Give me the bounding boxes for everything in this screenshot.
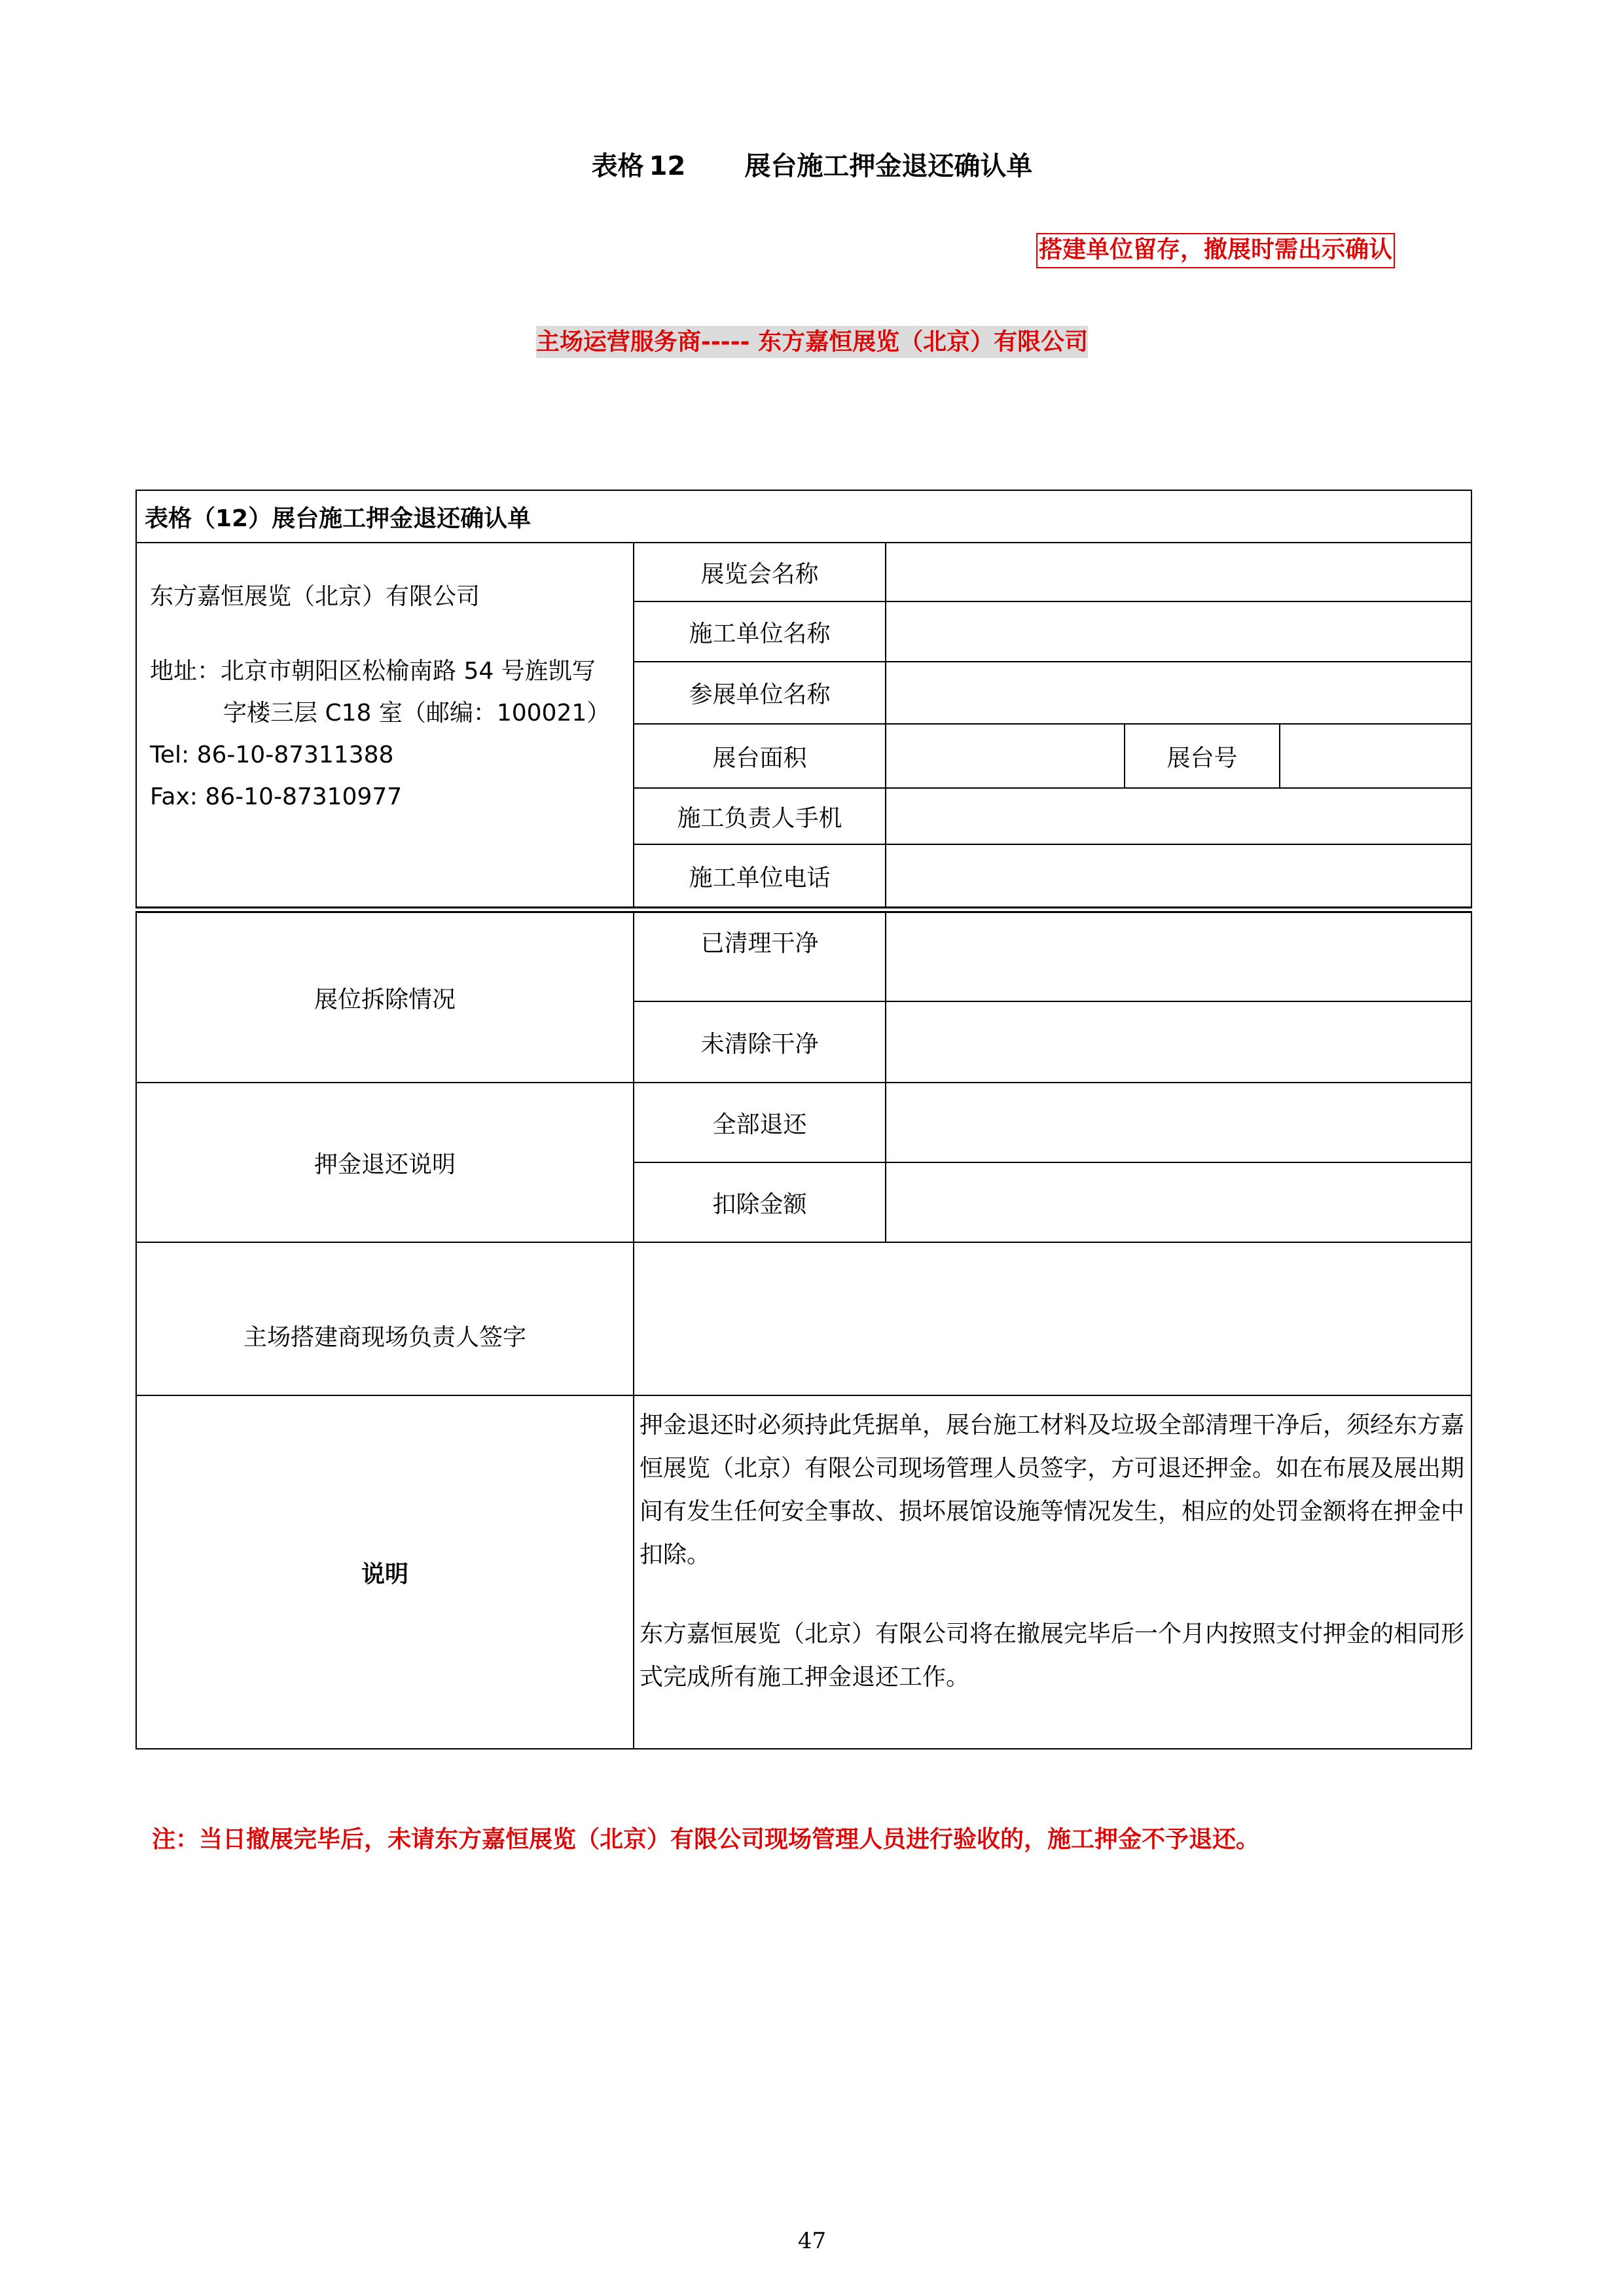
exhibition-name-label: 展览会名称 [634, 543, 886, 601]
booth-no-field[interactable] [1280, 724, 1471, 788]
notes-paragraph-1: 押金退还时必须持此凭据单，展台施工材料及垃圾全部清理干净后，须经东方嘉恒展览（北京）有限公司现场管理人员签字，方可退还押金。如在布展及展出期间有发生任何安全事故、损坏展馆设施等情况发生，相应的处罚金额将在押金中扣除。 [640, 1412, 1465, 1568]
refund-deduct-label: 扣除金额 [634, 1162, 886, 1242]
notes-paragraph-2: 东方嘉恒展览（北京）有限公司将在撤展完毕后一个月内按照支付押金的相同形式完成所有施工押金退还工作。 [640, 1621, 1465, 1691]
company-address-line2: 字楼三层 C18 室（邮编：100021） [223, 700, 611, 726]
booth-area-label: 展台面积 [634, 724, 886, 788]
operator-text: 主场运营服务商----- 东方嘉恒展览（北京）有限公司 [536, 326, 1088, 358]
keep-note-box: 搭建单位留存，撤展时需出示确认 [1036, 233, 1395, 268]
contractor-phone-label: 施工单位电话 [634, 844, 886, 910]
company-info [136, 543, 634, 910]
notes-content [634, 1395, 1471, 1749]
refund-label: 押金退还说明 [136, 1083, 634, 1242]
operator-line [0, 323, 1624, 357]
company-name: 东方嘉恒展览（北京）有限公司 [150, 583, 480, 610]
contractor-name-field[interactable] [886, 601, 1471, 662]
exhibition-name-field[interactable] [886, 543, 1471, 601]
exhibitor-name-label: 参展单位名称 [634, 662, 886, 724]
manager-mobile-field[interactable] [886, 788, 1471, 844]
dismantle-clean-field[interactable] [886, 910, 1471, 1001]
dismantle-label: 展位拆除情况 [136, 910, 634, 1083]
notes-label: 说明 [136, 1395, 634, 1749]
title-prefix: 表格 [591, 151, 644, 181]
contractor-phone-field[interactable] [886, 844, 1471, 910]
exhibitor-name-field[interactable] [886, 662, 1471, 724]
manager-mobile-label: 施工负责人手机 [634, 788, 886, 844]
dismantle-not-clean-label: 未清除干净 [634, 1001, 886, 1083]
footnote: 注：当日撤展完毕后，未请东方嘉恒展览（北京）有限公司现场管理人员进行验收的，施工押金不予退还。 [152, 1826, 1260, 1853]
company-fax: Fax: 86-10-87310977 [150, 783, 403, 810]
refund-full-field[interactable] [886, 1083, 1471, 1162]
booth-area-field[interactable] [886, 724, 1125, 788]
refund-deduct-field[interactable] [886, 1162, 1471, 1242]
form-header: 表格（12）展台施工押金退还确认单 [136, 490, 1471, 543]
dismantle-clean-label: 已清理干净 [634, 910, 886, 1001]
title-name: 展台施工押金退还确认单 [744, 151, 1033, 181]
title-number: 12 [649, 151, 686, 181]
signature-label: 主场搭建商现场负责人签字 [136, 1242, 634, 1395]
company-tel: Tel: 86-10-87311388 [150, 742, 394, 768]
booth-no-label: 展台号 [1125, 724, 1280, 788]
page-title [0, 145, 1624, 183]
page-number: 47 [797, 2228, 827, 2254]
company-address-line1: 地址：北京市朝阳区松榆南路 54 号旌凯写 [150, 658, 596, 685]
signature-field[interactable] [634, 1242, 1471, 1395]
contractor-name-label: 施工单位名称 [634, 601, 886, 662]
refund-full-label: 全部退还 [634, 1083, 886, 1162]
dismantle-not-clean-field[interactable] [886, 1001, 1471, 1083]
refund-confirmation-form [135, 490, 1472, 1749]
